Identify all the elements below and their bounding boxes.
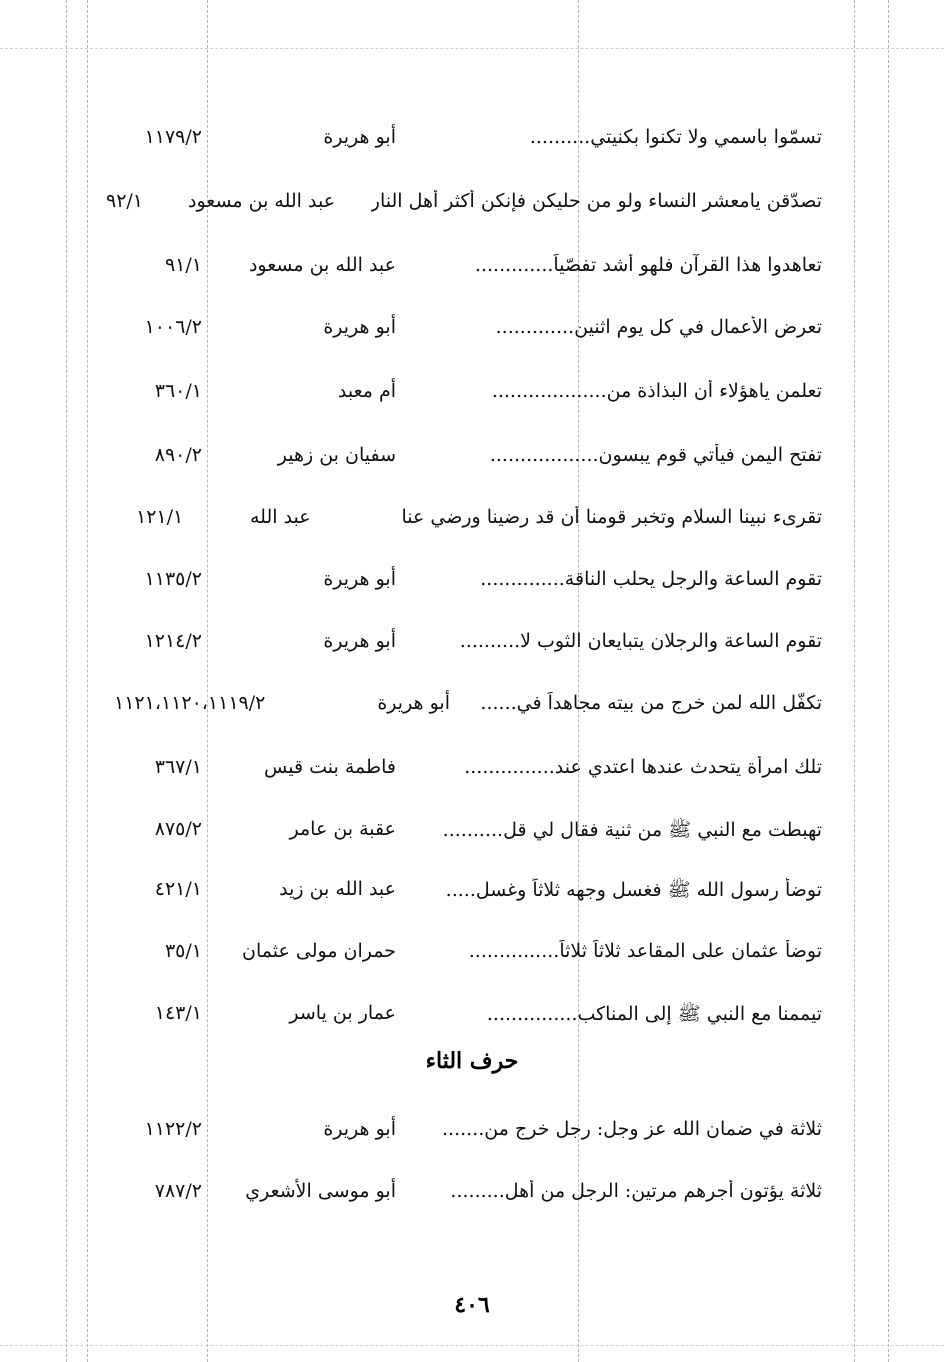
narrator: فاطمة بنت قيس (264, 756, 396, 778)
index-entry (100, 182, 822, 222)
narrator: حمران مولى عثمان (242, 940, 396, 962)
reference: ١٢١/١ (136, 506, 184, 528)
hadith-text: تعلمن ياهؤلاء أن البذاذة من................... (491, 380, 822, 402)
index-entry (100, 246, 822, 286)
narrator: أبو هريرة (377, 692, 450, 714)
reference: ٧٨٧/٢ (154, 1180, 202, 1202)
index-entry (100, 118, 822, 158)
narrator: عبد الله بن مسعود (248, 254, 396, 276)
reference: ٣٦٠/١ (154, 380, 202, 402)
narrator: أبو هريرة (323, 1118, 396, 1140)
page-number: ٤٠٦ (454, 1292, 490, 1318)
narrator: عمار بن ياسر (289, 1002, 396, 1024)
index-entry (100, 810, 822, 850)
hadith-text: تعاهدوا هذا القرآن فلهو أشد تفصّياً............. (474, 254, 822, 276)
hadith-text: تقرىء نبينا السلام وتخبر قومنا أن قد رضينا ورضي عنا (401, 506, 822, 528)
reference: ٨٩٠/٢ (154, 444, 202, 466)
hadith-text: تسمّوا باسمي ولا تكنوا بكنيتي.......... (529, 126, 822, 148)
index-entry (100, 1172, 822, 1212)
guide-line (0, 48, 944, 49)
guide-line (888, 0, 889, 1362)
hadith-text: تكفّل الله لمن خرج من بيته مجاهداً في...... (480, 692, 822, 714)
index-entry (100, 1110, 822, 1150)
reference: ١٤٣/١ (154, 1002, 202, 1024)
reference: ١٠٠٦/٢ (144, 316, 202, 338)
index-entry (100, 932, 822, 972)
guide-line (854, 0, 855, 1362)
hadith-text: تلك امرأة يتحدث عندها اعتدي عند............... (464, 756, 822, 778)
index-entry (100, 684, 822, 724)
hadith-text: تهبطت مع النبي ﷺ من ثنية فقال لي قل.......... (442, 819, 822, 841)
reference: ٩١/١ (164, 254, 202, 276)
index-entry (100, 622, 822, 662)
reference: ٣٥/١ (164, 940, 202, 962)
guide-line (66, 0, 67, 1362)
narrator: سفيان بن زهير (277, 444, 396, 466)
narrator: أم معبد (337, 380, 396, 402)
index-entry (100, 372, 822, 412)
reference: ١١٢٢/٢ (144, 1118, 202, 1140)
hadith-text: توضأ عثمان على المقاعد ثلاثاً ثلاثاً............... (468, 940, 822, 962)
hadith-text: تقوم الساعة والرجل يحلب الناقة.............. (480, 568, 822, 590)
index-entry (100, 498, 822, 538)
reference: ٤٢١/١ (154, 878, 202, 900)
reference: ١١٧٩/٢ (144, 126, 202, 148)
hadith-text: تقوم الساعة والرجلان يتبايعان الثوب لا.......... (459, 630, 822, 652)
index-entry (100, 308, 822, 348)
index-entry (100, 994, 822, 1034)
narrator: أبو هريرة (323, 316, 396, 338)
index-entry (100, 436, 822, 476)
guide-line (0, 1345, 944, 1346)
hadith-text: تعرض الأعمال في كل يوم اثنين............. (495, 316, 822, 338)
reference: ٣٦٧/١ (154, 756, 202, 778)
guide-line (87, 0, 88, 1362)
reference: ١١٢١،١١٢٠،١١١٩/٢ (114, 692, 266, 714)
narrator: أبو هريرة (323, 630, 396, 652)
narrator: عبد الله بن مسعود (188, 190, 336, 212)
hadith-text: تفتح اليمن فيأتي قوم يبسون.................. (489, 444, 822, 466)
narrator: أبو موسى الأشعري (245, 1180, 396, 1202)
section-heading: حرف الثاء (425, 1048, 519, 1074)
narrator: عبد الله (250, 506, 311, 528)
narrator: عقبة بن عامر (289, 818, 396, 840)
narrator: أبو هريرة (323, 126, 396, 148)
hadith-text: ثلاثة يؤتون أجرهم مرتين: الرجل من أهل......... (450, 1180, 822, 1202)
narrator: عبد الله بن زيد (279, 878, 396, 900)
hadith-text: توضأ رسول الله ﷺ فغسل وجهه ثلاثاً وغسل..... (445, 879, 822, 901)
hadith-text: تصدّقن يامعشر النساء ولو من حليكن فإنكن أكثر أهل النار (370, 190, 822, 212)
reference: ١١٣٥/٢ (144, 568, 202, 590)
hadith-text: ثلاثة في ضمان الله عز وجل: رجل خرج من....... (442, 1118, 822, 1140)
reference: ٨٧٥/٢ (154, 818, 202, 840)
index-entry (100, 748, 822, 788)
index-entry (100, 870, 822, 910)
reference: ١٢١٤/٢ (144, 630, 202, 652)
index-entry (100, 560, 822, 600)
reference: ٩٢/١ (106, 190, 144, 212)
narrator: أبو هريرة (323, 568, 396, 590)
hadith-text: تيممنا مع النبي ﷺ إلى المناكب............... (486, 1003, 822, 1025)
